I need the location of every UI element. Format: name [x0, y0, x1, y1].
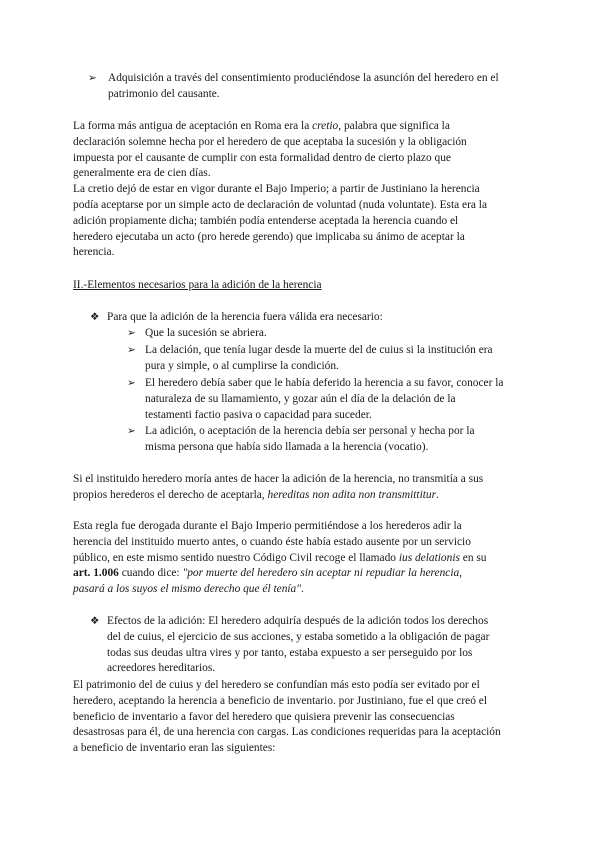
- paragraph-transmission: Si el instituido heredero moría antes de hacer la adición de la herencia, no transmitía a sus propios herederos el derecho de aceptarla, hereditas non adita non transmittitur.: [73, 473, 484, 501]
- requirements-intro: Para que la adición de la herencia fuera válida era necesario:: [107, 311, 383, 323]
- paragraph-inventory-benefit: El patrimonio del de cuius y del heredero se confundían más esto podía ser evitado por el heredero, aceptando la herencia a beneficio de inventario. por Justiniano, fue el que creó el beneficio de inventario a favor del heredero que quisiera prevenir las consecuencias desastrosas para él, de una herencia con cargas. Las condiciones requeridas para la aceptación a beneficio de inventario eran las siguientes:: [73, 679, 501, 755]
- effects-bullet: ❖ Efectos de la adición: El heredero adquiría después de la adición todos los derechos del de cuius, el ejercicio de sus acciones, y estaba sometido a la obligación de pagar todas sus deudas ultra vires y por tanto, estaba expuesto a ser perseguido por los acreedores hereditarios.: [90, 615, 490, 675]
- code-quote: "por muerte del heredero sin aceptar ni repudiar la herencia,: [182, 567, 463, 580]
- requirement-item: ➢ La delación, que tenía lugar desde la muerte del de cuius si la institución era pura y simple, o al cumplirse la condición.: [127, 344, 493, 372]
- term-cretio: cretio: [312, 120, 339, 132]
- latin-maxim: hereditas non adita non transmittitur: [267, 488, 437, 501]
- arrow-bullet-icon: ➢: [127, 425, 136, 437]
- consent-bullet: [88, 71, 528, 103]
- arrow-bullet-icon: ➢: [127, 327, 136, 339]
- requirement-item: ➢ El heredero debía saber que le había deferido la herencia a su favor, conocer la naturaleza de su llamamiento, y gozar aún el día de la delación de la testamenti factio pasiva o capacidad para suceder.: [127, 377, 504, 421]
- term-ius-delationis: ius delationis: [398, 551, 460, 564]
- paragraph-cretio: La forma más antigua de aceptación en Roma era la cretio, palabra que significa la declaración solemne hecha por el heredero de que aceptaba la sucesión y la obligación impuesta por el causante de cumplir con esta formalidad dentro de cierto plazo que generalmente era de cien días. La cretio dejó de estar en vigor durante el Bajo Imperio; a partir de Justiniano la herencia podía aceptarse por un simple acto de declaración de voluntad (nuda voluntate). Esta era la adición propiamente dicha; también podía entenderse aceptada la herencia cuando el heredero ejecutaba un acto (pro herede gerendo) que implicaba su ánimo de aceptar la herencia.: [73, 120, 488, 259]
- code-quote: pasará a los suyos el mismo derecho que él tenía": [73, 583, 302, 596]
- arrow-bullet-icon: ➢: [88, 72, 97, 84]
- consent-bullet-text: Adquisición a través del consentimiento produciéndose la asunción del heredero en el patrimonio del causante.: [108, 72, 499, 100]
- paragraph-derogation: Esta regla fue derogada durante el Bajo Imperio permitiéndose a los herederos adir la herencia del instituido muerto antes, o cuando éste había estado ausente por un servicio público, en este mismo sentido nuestro Código Civil recoge el llamado ius delationis en su art. 1.006 cuando dice: "por muerte del heredero sin aceptar ni repudiar la herencia, pasará a los suyos el mismo derecho que él tenía".: [73, 520, 487, 596]
- arrow-bullet-icon: ➢: [127, 377, 136, 389]
- requirement-item: ➢ Que la sucesión se abriera.: [127, 326, 527, 342]
- diamond-bullet-icon: ❖: [90, 615, 100, 627]
- diamond-bullet-icon: ❖: [90, 311, 100, 323]
- section-heading: II.-Elementos necesarios para la adición de la herencia: [73, 279, 322, 291]
- article-reference: art. 1.006: [73, 567, 119, 580]
- arrow-bullet-icon: ➢: [127, 344, 136, 356]
- requirement-item: ➢ La adición, o aceptación de la herencia debía ser personal y hecha por la misma persona que había sido llamada a la herencia (vocatio).: [127, 425, 475, 453]
